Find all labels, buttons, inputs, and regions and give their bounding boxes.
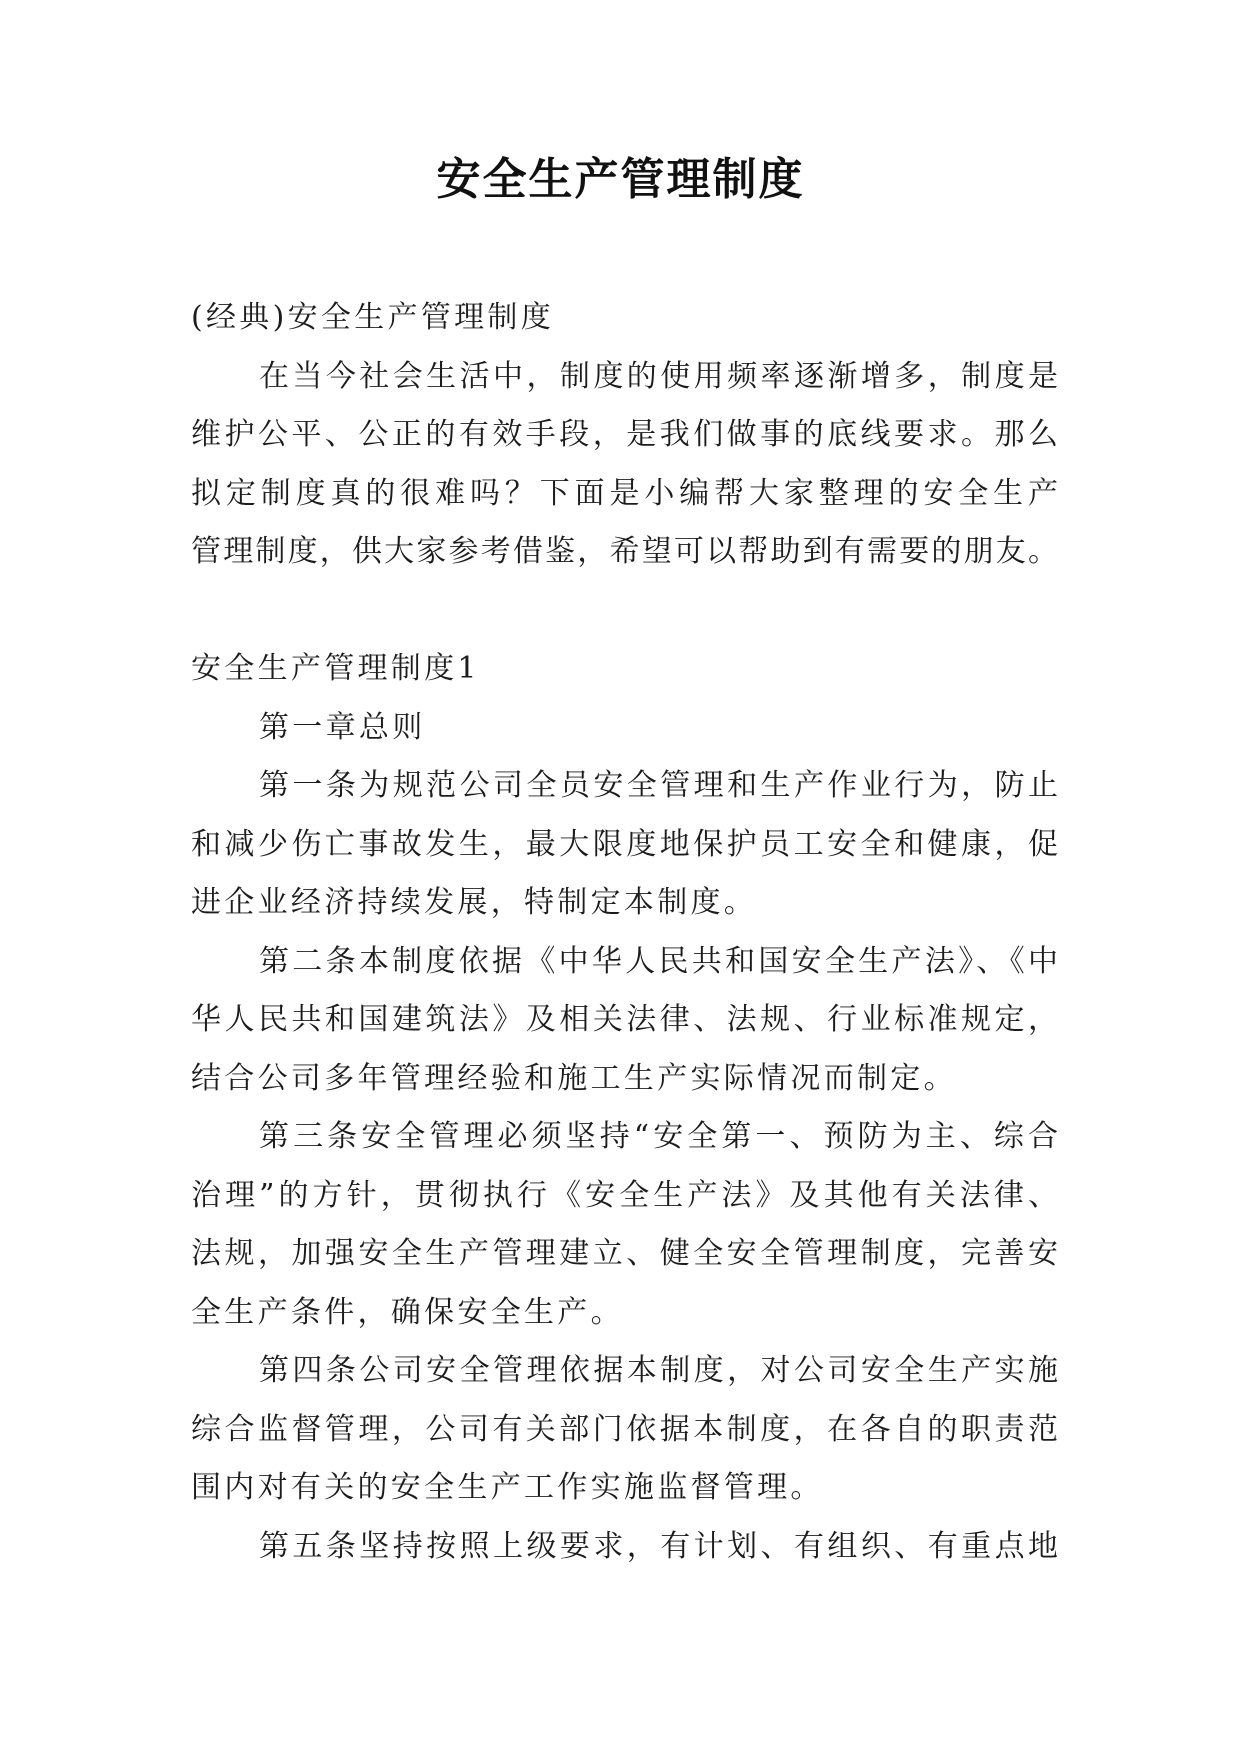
article-paragraph	[191, 1518, 1091, 1577]
chapter-heading: 第一章总则	[259, 709, 426, 745]
paragraph-line: 管理制度，供大家参考借鉴，希望可以帮助到有需要的朋友。	[191, 534, 1061, 569]
paragraph-line: 法规，加强安全生产管理建立、健全安全管理制度，完善安	[191, 1236, 1062, 1271]
document-title: 安全生产管理制度	[436, 154, 805, 205]
intro-paragraph	[191, 348, 1091, 582]
article-paragraph	[191, 933, 1091, 1109]
article-paragraph	[191, 1342, 1091, 1518]
blank-line	[191, 582, 1091, 641]
paragraph-line: 第三条安全管理必须坚持“安全第一、预防为主、综合	[259, 1119, 1063, 1154]
paragraph-line: 在当今社会生活中，制度的使用频率逐渐增多，制度是	[259, 358, 1062, 394]
paragraph-line: 拟定制度真的很难吗？下面是小编帮大家整理的安全生产	[191, 475, 1063, 511]
paragraph-line: 第二条本制度依据《中华人民共和国安全生产法》、《中	[259, 943, 1062, 979]
paragraph-line: 第四条公司安全管理依据本制度，对公司安全生产实施	[259, 1353, 1062, 1388]
paragraph-line: 结合公司多年管理经验和施工生产实际情况而制定。	[191, 1060, 957, 1096]
paragraph-line: 综合监督管理，公司有关部门依据本制度，在各自的职责范	[191, 1411, 1062, 1447]
paragraph-line: 维护公平、公正的有效手段，是我们做事的底线要求。那么	[191, 417, 1062, 452]
article-paragraph	[191, 757, 1091, 933]
paragraph-line: 围内对有关的安全生产工作实施监督管理。	[191, 1470, 824, 1505]
paragraph-line: 华人民共和国建筑法》及相关法律、法规、行业标准规定，	[191, 1002, 1062, 1037]
article-paragraph	[191, 1108, 1091, 1342]
document-subtitle: (经典)安全生产管理制度	[191, 300, 555, 335]
paragraph-line: 第一条为规范公司全员安全管理和生产作业行为，防止	[259, 768, 1062, 803]
paragraph-line: 全生产条件，确保安全生产。	[191, 1294, 624, 1330]
paragraph-line: 治理”的方针，贯彻执行《安全生产法》及其他有关法律、	[191, 1177, 1063, 1213]
paragraph-line: 进企业经济持续发展，特制定本制度。	[191, 885, 758, 920]
paragraph-line: 第五条坚持按照上级要求，有计划、有组织、有重点地	[259, 1528, 1062, 1564]
document-body	[191, 289, 1091, 1576]
section-heading: 安全生产管理制度1	[191, 651, 480, 686]
paragraph-line: 和减少伤亡事故发生，最大限度地保护员工安全和健康，促	[191, 826, 1062, 862]
